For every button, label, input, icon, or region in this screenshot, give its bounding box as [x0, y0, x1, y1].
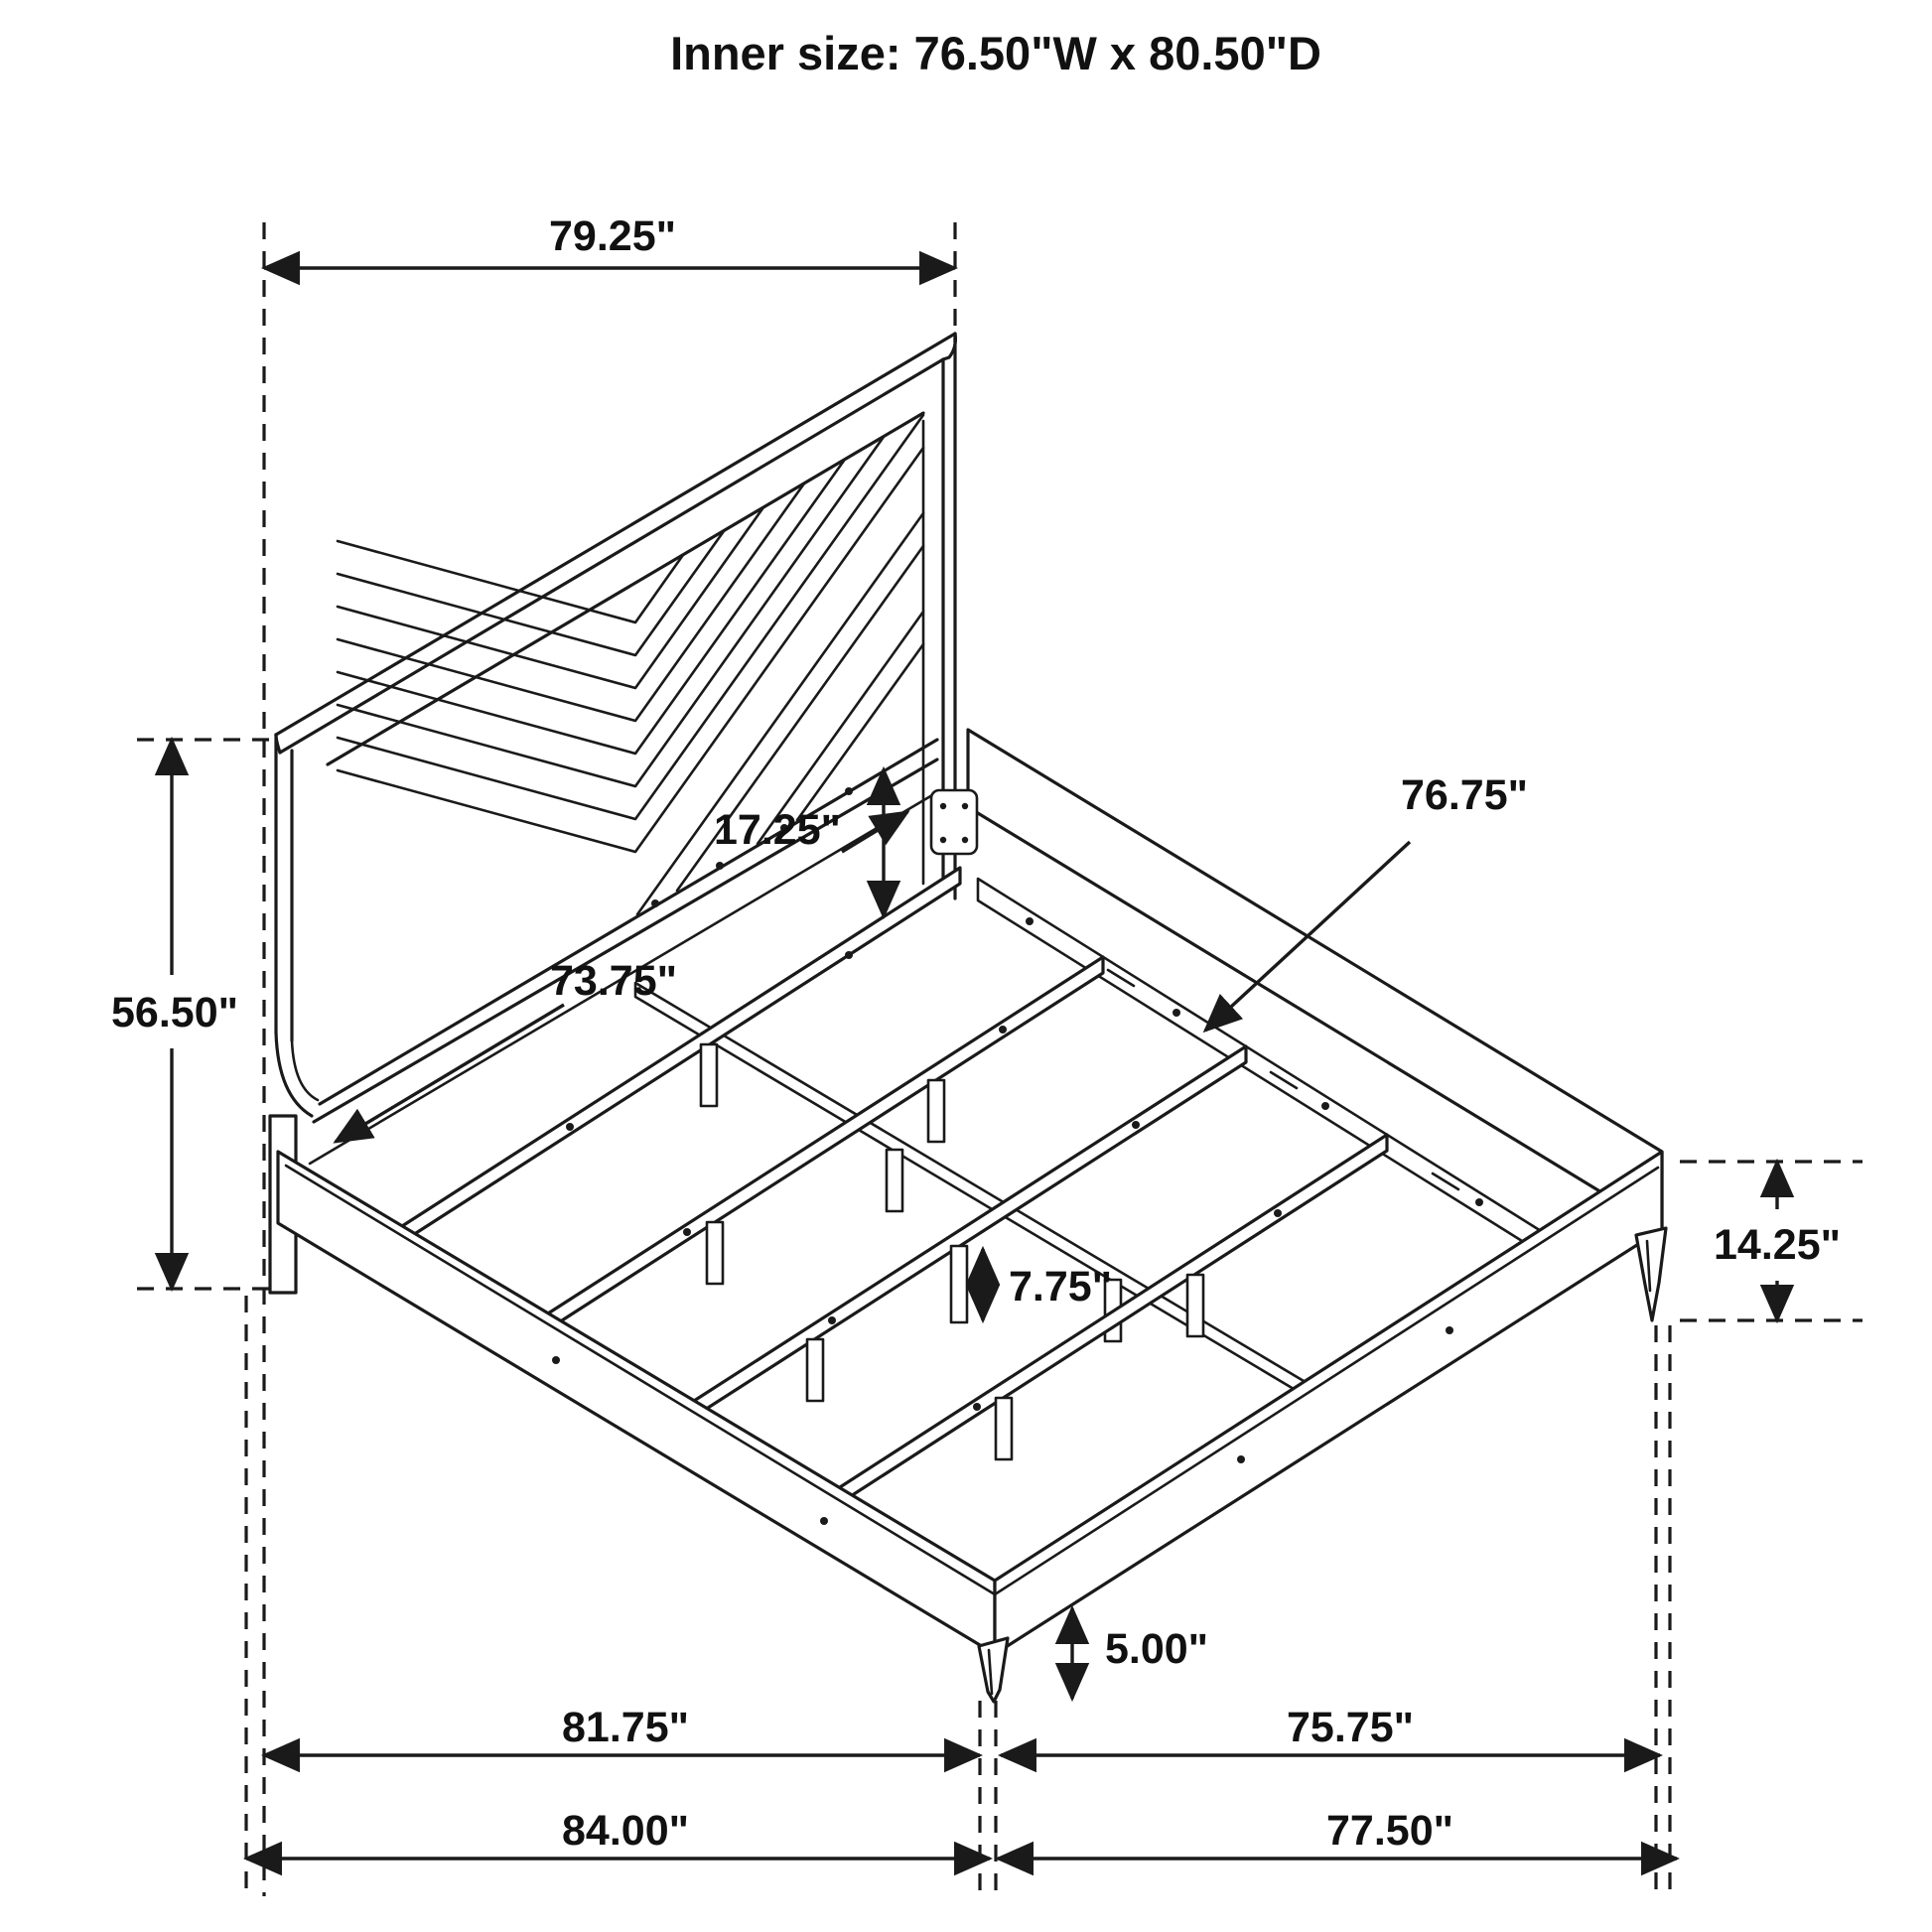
- label-base-depth-inner: 81.75": [562, 1704, 689, 1751]
- label-panel-to-rail: 17.25": [714, 806, 841, 854]
- label-foot-leg: 5.00": [1104, 1625, 1209, 1673]
- headboard: [270, 334, 955, 1325]
- slat-legs: [701, 1044, 1203, 1459]
- label-overall-width: 77.50": [1326, 1807, 1453, 1855]
- label-inner-depth: 73.75": [550, 957, 677, 1005]
- footboard-rail: [995, 1152, 1662, 1654]
- label-headboard-width: 79.25": [549, 212, 676, 260]
- label-side-rail: 76.75": [1401, 771, 1528, 819]
- label-platform-height: 14.25": [1714, 1221, 1841, 1269]
- center-rail-legs: [887, 1150, 1121, 1341]
- headboard-bracket-plate: [931, 790, 977, 854]
- left-side-rail-board: [278, 1152, 995, 1654]
- diagram-title: Inner size: 76.50"W x 80.50"D: [670, 27, 1321, 79]
- label-overall-depth: 84.00": [562, 1807, 689, 1855]
- slat-3: [694, 1046, 1246, 1417]
- label-slat-leg: 7.75": [1008, 1263, 1113, 1311]
- measured-slat-leg: [951, 1246, 967, 1322]
- label-base-width-inner: 75.75": [1287, 1704, 1414, 1751]
- label-headboard-height: 56.50": [111, 989, 238, 1036]
- front-leg: [979, 1638, 1008, 1702]
- right-leg: [1636, 1228, 1666, 1320]
